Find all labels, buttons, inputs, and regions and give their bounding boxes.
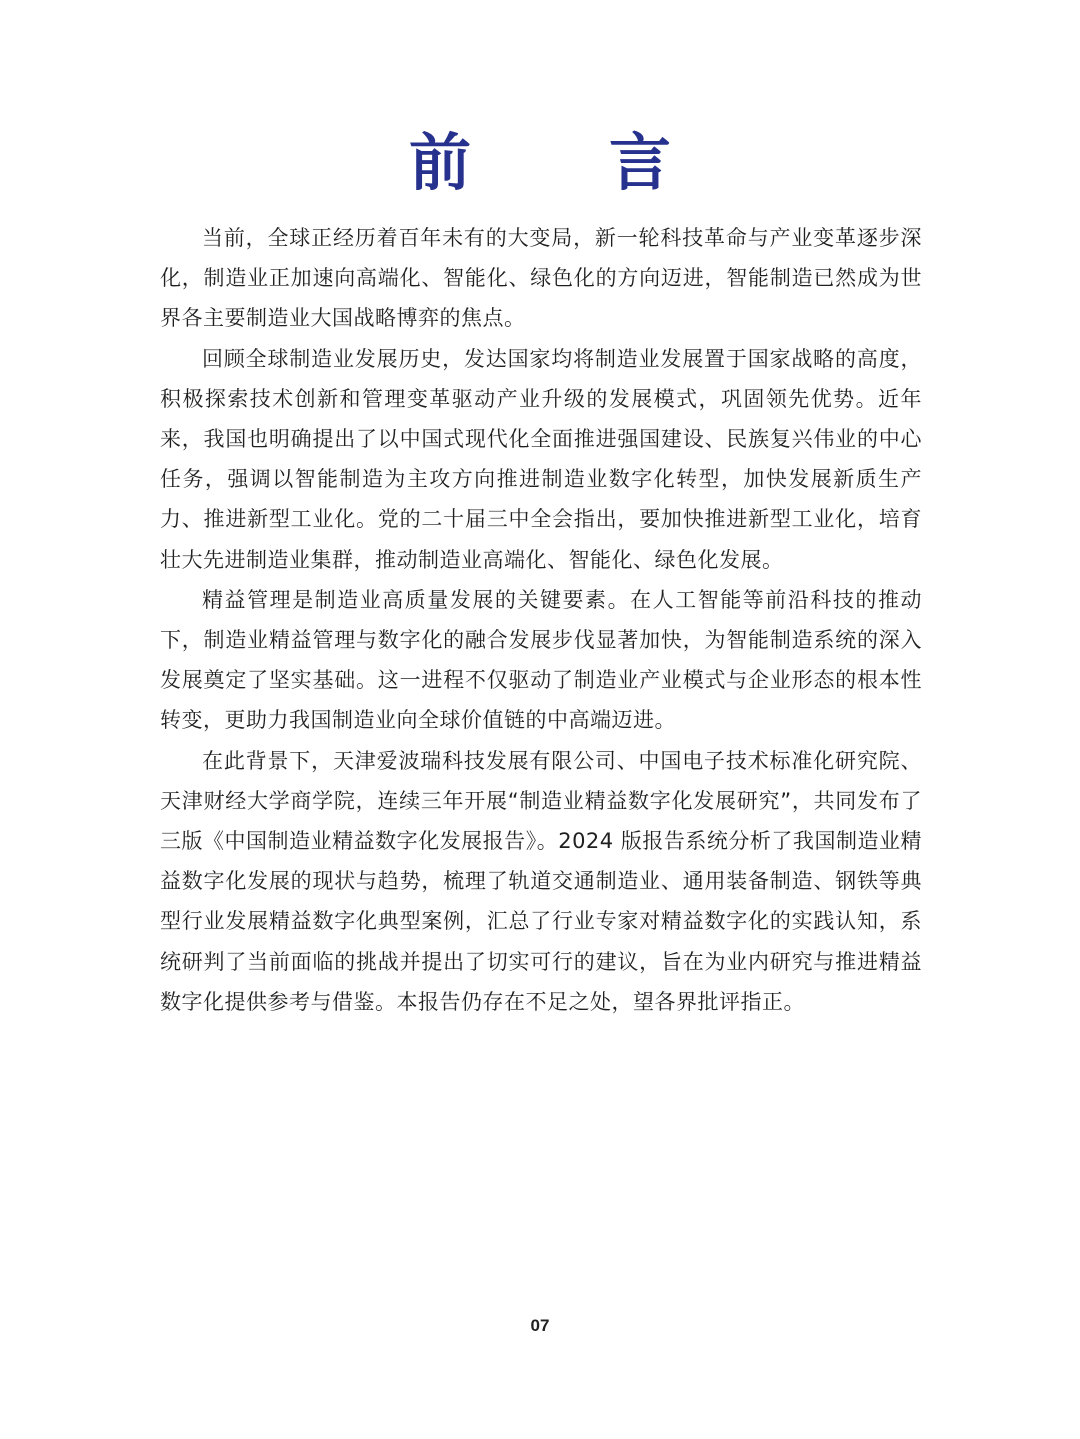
paragraph-3: 精益管理是制造业高质量发展的关键要素。在人工智能等前沿科技的推动下，制造业精益管理与数字化的融合发展步伐显著加快，为智能制造系统的深入发展奠定了坚实基础。这一进程不仅驱动了制造业产业模式与企业形态的根本性转变，更助力我国制造业向全球价值链的中高端迈进。 <box>160 587 922 733</box>
paragraph-2: 回顾全球制造业发展历史，发达国家均将制造业发展置于国家战略的高度，积极探索技术创新和管理变革驱动产业升级的发展模式，巩固领先优势。近年来，我国也明确提出了以中国式现代化全面推进强国建设、民族复兴伟业的中心任务，强调以智能制造为主攻方向推进制造业数字化转型，加快发展新质生产力、推进新型工业化。党的二十届三中全会指出，要加快推进新型工业化，培育壮大先进制造业集群，推动制造业高端化、智能化、绿色化发展。 <box>160 346 922 572</box>
page-number: 07 <box>530 1316 550 1335</box>
page-title: 前 言 <box>408 126 709 199</box>
paragraph-1: 当前，全球正经历着百年未有的大变局，新一轮科技革命与产业变革逐步深化，制造业正加速向高端化、智能化、绿色化的方向迈进，智能制造已然成为世界各主要制造业大国战略博弈的焦点。 <box>160 226 922 331</box>
body-content <box>160 218 922 1022</box>
paragraph-4: 在此背景下，天津爱波瑞科技发展有限公司、中国电子技术标准化研究院、天津财经大学商学院，连续三年开展“制造业精益数字化发展研究”，共同发布了三版《中国制造业精益数字化发展报告》。2024 版报告系统分析了我国制造业精益数字化发展的现状与趋势，梳理了轨道交通制造业、通用装备制造、钢铁等典型行业发展精益数字化典型案例，汇总了行业专家对精益数字化的实践认知，系统研判了当前面临的挑战并提出了切实可行的建议，旨在为业内研究与推进精益数字化提供参考与借鉴。本报告仍存在不足之处，望各界批评指正。 <box>160 748 922 1014</box>
